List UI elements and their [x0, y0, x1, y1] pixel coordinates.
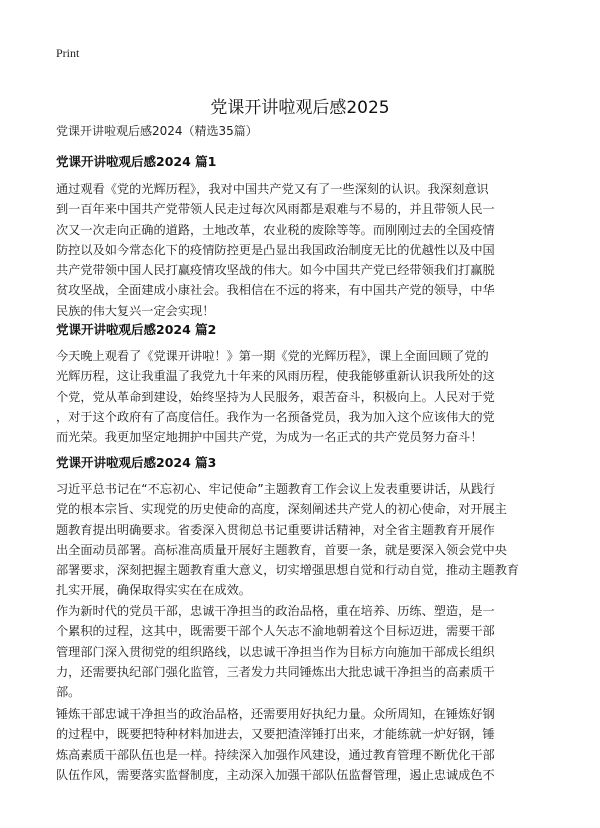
- text-line: 个党，党从革命到建设，始终坚持为人民服务，艰苦奋斗，积极向上。人民对于党: [56, 389, 495, 404]
- text-line: 个累积的过程，这其中，既需要干部个人矢志不渝地朝着这个目标迈进，需要干部: [56, 624, 495, 639]
- text-line: 防控以及如今常态化下的疫情防控更是凸显出我国政治制度无比的优越性以及中国: [56, 242, 495, 257]
- text-line: 队伍作风，需要落实监督制度，主动深入加强干部队伍监督管理，遏止忠诚成色不: [56, 767, 495, 782]
- text-line: 出全面动员部署。高标准高质量开展好主题教育，首要一条，就是要深入领会党中央: [56, 542, 507, 557]
- section-3-paragraph-3: [56, 704, 550, 785]
- text-line: 共产党带领中国人民打赢疫情攻坚战的伟大。如今中国共产党已经带领我们打赢脱: [56, 263, 495, 278]
- text-line: 次又一次走向正确的道路，土地改革，农业税的废除等等。而刚刚过去的全国疫情: [56, 222, 495, 237]
- section-3-paragraph-1: [56, 479, 550, 601]
- text-line: 党的根本宗旨、实现党的历史使命的高度，深刻阐述共产党人的初心使命，对开展主: [56, 502, 507, 517]
- text-line: 作为新时代的党员干部，忠诚干净担当的政治品格，重在培养、历练、塑造，是一: [56, 604, 495, 618]
- page-title: 党课开讲啦观后感2025: [210, 98, 390, 119]
- text-line: ，对于这个政府有了高度信任。我作为一名预备党员，我为加入这个应该伟大的党: [56, 409, 495, 424]
- text-line: 通过观看《党的光辉历程》，我对中国共产党又有了一些深刻的认识。我深刻意识: [56, 182, 489, 196]
- text-line: 扎实开展，确保取得实实在在成效。: [56, 583, 251, 598]
- text-line: 锤炼干部忠诚干净担当的政治品格，还需要用好执纪力量。众所周知，在锤炼好钢: [56, 707, 495, 721]
- text-line: 炼高素质干部队伍也是一样。持续深入加强作风建设，通过教育管理不断优化干部: [56, 747, 495, 762]
- text-line: 贫攻坚战，全面建成小康社会。我相信在不远的将来，有中国共产党的领导，中华: [56, 283, 495, 298]
- text-line: 的过程中，既要把特种材料加进去，又要把渣滓锤打出来，才能练就一炉好钢，锤: [56, 727, 495, 742]
- text-line: 民族的伟大复兴一定会实现！: [56, 303, 215, 318]
- print-link[interactable]: Print: [56, 46, 80, 60]
- text-line: 部。: [56, 685, 81, 700]
- text-line: 力，还需要执纪部门强化监管，三者发力共同锤炼出大批忠诚干净担当的高素质干: [56, 664, 495, 679]
- text-line: 部署要求，深刻把握主题教育重大意义，切实增强思想自觉和行动自觉，推动主题教育: [56, 563, 520, 578]
- section-heading-3: 党课开讲啦观后感2024 篇3: [56, 455, 217, 470]
- section-heading-1: 党课开讲啦观后感2024 篇1: [56, 154, 217, 169]
- text-line: 今天晚上观看了《党课开讲啦！》第一期《党的光辉历程》，课上全面回顾了党的: [56, 349, 489, 363]
- text-line: 到一百年来中国共产党带领人民走过每次风雨都是艰难与不易的，并且带领人民一: [56, 202, 495, 217]
- text-line: 光辉历程，这让我重温了我党九十年来的风雨历程，使我能够重新认识我所处的这: [56, 369, 495, 384]
- section-2-paragraph-1: [56, 346, 550, 447]
- section-3-paragraph-2: [56, 601, 550, 702]
- text-line: 管理部门深入贯彻党的组织路线，以忠诚干净担当作为目标方向施加干部成长组织: [56, 644, 495, 659]
- text-line: 题教育提出明确要求。省委深入贯彻总书记重要讲话精神，对全省主题教育开展作: [56, 522, 495, 537]
- section-heading-2: 党课开讲啦观后感2024 篇2: [56, 322, 217, 337]
- page-subtitle: 党课开讲啦观后感2024（精选35篇）: [56, 124, 258, 138]
- section-1-paragraph-1: [56, 179, 550, 321]
- text-line: 而光荣。我更加坚定地拥护中国共产党，为成为一名正式的共产党员努力奋斗！: [56, 430, 483, 445]
- text-line: 习近平总书记在“不忘初心、牢记使命”主题教育工作会议上发表重要讲话，从践行: [56, 482, 496, 496]
